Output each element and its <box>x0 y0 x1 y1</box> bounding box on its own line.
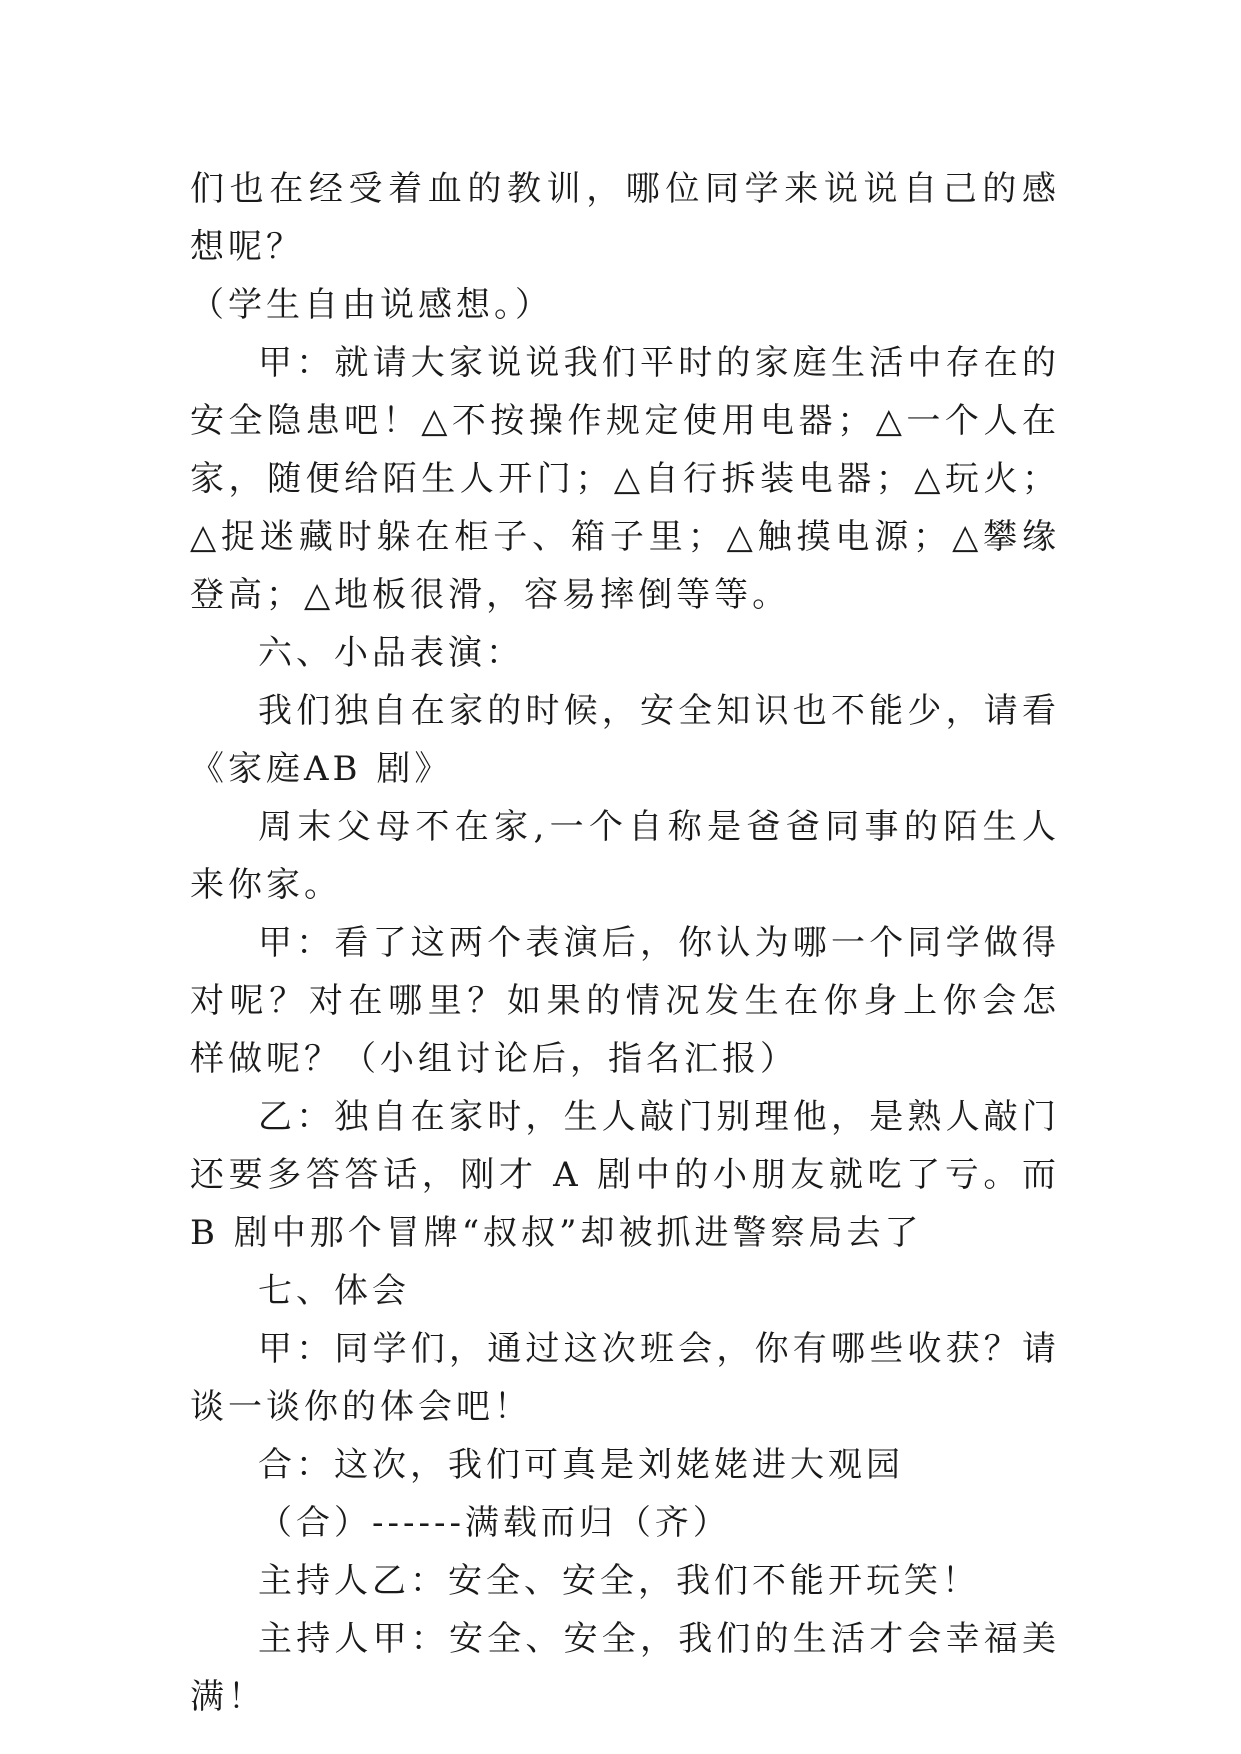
paragraph-3: 甲：就请大家说说我们平时的家庭生活中存在的安全隐患吧！△不按操作规定使用电器；△一个人在家，随便给陌生人开门；△自行拆装电器；△玩火；△捉迷藏时躲在柜子、箱子里；△触摸电源；△攀缘登高；△地板很滑，容易摔倒等等。 <box>190 343 1060 615</box>
paragraph-14: 主持人甲：安全、安全，我们的生活才会幸福美满！ <box>190 1619 1060 1717</box>
section-heading-7: 七、体会 <box>258 1271 410 1311</box>
paragraph-7: 甲：看了这两个表演后，你认为哪一个同学做得对呢？对在哪里？如果的情况发生在你身上你会怎样做呢？（小组讨论后，指名汇报） <box>190 923 1060 1079</box>
section-heading-6: 六、小品表演： <box>258 633 524 673</box>
paragraph-10: 甲：同学们，通过这次班会，你有哪些收获？请谈一谈你的体会吧！ <box>190 1329 1060 1427</box>
paragraph-1: 们也在经受着血的教训，哪位同学来说说自己的感想呢？ <box>190 169 1060 267</box>
paragraph-13: 主持人乙：安全、安全，我们不能开玩笑！ <box>258 1561 980 1601</box>
paragraph-2: （学生自由说感想。） <box>190 285 553 325</box>
paragraph-11: 合：这次，我们可真是刘姥姥进大观园 <box>258 1445 904 1485</box>
paragraph-6: 周末父母不在家,一个自称是爸爸同事的陌生人来你家。 <box>190 807 1060 905</box>
paragraph-5: 我们独自在家的时候，安全知识也不能少，请看《家庭AB 剧》 <box>190 691 1060 789</box>
paragraph-12: （合）------满载而归（齐） <box>258 1503 731 1543</box>
document-body <box>190 160 1060 1726</box>
paragraph-8: 乙：独自在家时，生人敲门别理他，是熟人敲门还要多答答话，刚才 A 剧中的小朋友就吃了亏。而 B 剧中那个冒牌“叔叔”却被抓进警察局去了 <box>190 1097 1060 1253</box>
